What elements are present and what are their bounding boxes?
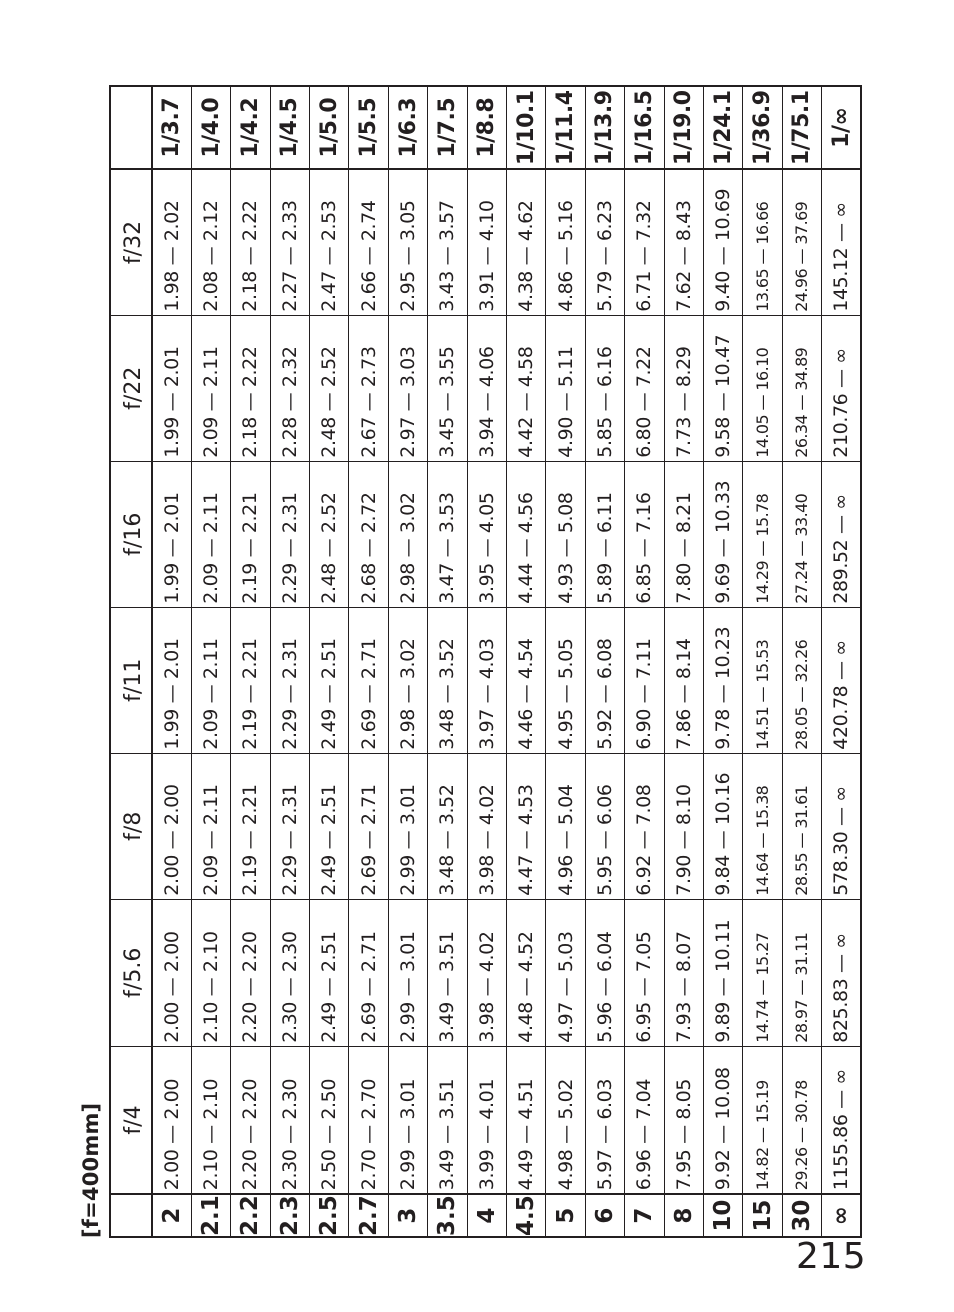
table-cell: 3.48 — 3.52 [428,607,467,753]
table-body [110,86,861,1237]
table-cell: 2.09 — 2.11 [191,315,230,461]
table-cell: 2.09 — 2.11 [191,461,230,607]
table-cell: 2.00 — 2.00 [152,899,191,1046]
table-cell: 2.19 — 2.21 [231,607,270,753]
table-cell: 5.85 — 6.16 [585,315,624,461]
table-cell: 3.98 — 4.02 [467,899,506,1046]
table-cell: 7.73 — 8.29 [664,315,703,461]
table-cell: 4.95 — 5.05 [546,607,585,753]
table-cell: 4.42 — 4.58 [507,315,546,461]
table-cell: 5.89 — 6.11 [585,461,624,607]
row-distance: 2.1 [191,1194,230,1237]
column-header: f/22 [110,315,152,461]
table-cell: 28.97 — 31.11 [782,899,821,1046]
table-cell: 2.00 — 2.00 [152,1046,191,1194]
table-cell: 3.99 — 4.01 [467,1046,506,1194]
page-number: 215 [796,1236,867,1277]
table-row [822,86,861,1237]
table-cell: 289.52 — ∞ [822,461,861,607]
table-cell: 26.34 — 34.89 [782,315,821,461]
row-distance: 15 [743,1194,782,1237]
table-cell: 7.80 — 8.21 [664,461,703,607]
row-distance: 2 [152,1194,191,1237]
table-cell: 2.20 — 2.20 [231,899,270,1046]
column-header: f/8 [110,753,152,899]
table-cell: 5.92 — 6.08 [585,607,624,753]
table-cell: 13.65 — 16.66 [743,169,782,315]
table-cell: 4.46 — 4.54 [507,607,546,753]
row-distance: 4.5 [507,1194,546,1237]
table-row [507,86,546,1237]
table-row [310,86,349,1237]
column-header: f/32 [110,169,152,315]
table-cell: 5.97 — 6.03 [585,1046,624,1194]
table-cell: 2.28 — 2.32 [270,315,309,461]
table-cell: 2.19 — 2.21 [231,753,270,899]
table-cell: 29.26 — 30.78 [782,1046,821,1194]
table-cell: 2.50 — 2.50 [310,1046,349,1194]
table-cell: 4.86 — 5.16 [546,169,585,315]
table-cell: 2.66 — 2.74 [349,169,388,315]
rotated-page-content [79,78,864,1238]
table-cell: 2.47 — 2.53 [310,169,349,315]
table-cell: 3.47 — 3.53 [428,461,467,607]
table-cell: 2.99 — 3.01 [388,899,427,1046]
table-row [703,86,742,1237]
table-cell: 14.82 — 15.19 [743,1046,782,1194]
table-cell: 14.51 — 15.53 [743,607,782,753]
table-cell: 2.48 — 2.52 [310,315,349,461]
table-cell: 2.69 — 2.71 [349,753,388,899]
table-cell: 4.48 — 4.52 [507,899,546,1046]
row-distance: ∞ [822,1194,861,1237]
table-cell: 2.10 — 2.10 [191,1046,230,1194]
table-row [625,86,664,1237]
table-cell: 2.09 — 2.11 [191,607,230,753]
table-row [191,86,230,1237]
table-cell: 3.95 — 4.05 [467,461,506,607]
table-cell: 2.68 — 2.72 [349,461,388,607]
table-cell: 3.91 — 4.10 [467,169,506,315]
row-distance: 3 [388,1194,427,1237]
row-distance: 7 [625,1194,664,1237]
table-cell: 2.29 — 2.31 [270,461,309,607]
table-cell: 1.99 — 2.01 [152,461,191,607]
row-distance: 4 [467,1194,506,1237]
table-cell: 9.69 — 10.33 [703,461,742,607]
table-cell: 27.24 — 33.40 [782,461,821,607]
reproduction-ratio: 1/19.0 [664,86,703,169]
table-cell: 5.96 — 6.04 [585,899,624,1046]
table-cell: 9.58 — 10.47 [703,315,742,461]
table-cell: 2.00 — 2.00 [152,753,191,899]
table-cell: 2.30 — 2.30 [270,899,309,1046]
table-cell: 1.99 — 2.01 [152,315,191,461]
table-cell: 2.09 — 2.11 [191,753,230,899]
table-cell: 145.12 — ∞ [822,169,861,315]
table-cell: 3.94 — 4.06 [467,315,506,461]
table-cell: 2.27 — 2.33 [270,169,309,315]
table-row [349,86,388,1237]
table-cell: 2.98 — 3.02 [388,607,427,753]
table-cell: 2.29 — 2.31 [270,753,309,899]
table-cell: 2.29 — 2.31 [270,607,309,753]
column-header: f/11 [110,607,152,753]
reproduction-ratio: 1/5.5 [349,86,388,169]
table-cell: 2.97 — 3.03 [388,315,427,461]
zoom-column-header [110,86,152,169]
table-cell: 4.44 — 4.56 [507,461,546,607]
row-distance: 6 [585,1194,624,1237]
table-cell: 2.99 — 3.01 [388,753,427,899]
table-cell: 3.49 — 3.51 [428,899,467,1046]
depth-of-field-table [109,85,862,1238]
reproduction-ratio: 1/7.5 [428,86,467,169]
table-cell: 2.49 — 2.51 [310,607,349,753]
table-cell: 9.84 — 10.16 [703,753,742,899]
reproduction-ratio: 1/5.0 [310,86,349,169]
table-cell: 6.96 — 7.04 [625,1046,664,1194]
reproduction-ratio: 1/75.1 [782,86,821,169]
table-cell: 6.71 — 7.32 [625,169,664,315]
row-distance: 2.3 [270,1194,309,1237]
table-cell: 5.79 — 6.23 [585,169,624,315]
table-cell: 2.30 — 2.30 [270,1046,309,1194]
table-cell: 3.98 — 4.02 [467,753,506,899]
table-cell: 2.99 — 3.01 [388,1046,427,1194]
table-cell: 210.76 — ∞ [822,315,861,461]
row-distance: 10 [703,1194,742,1237]
table-row [546,86,585,1237]
table-cell: 7.90 — 8.10 [664,753,703,899]
table-cell: 28.55 — 31.61 [782,753,821,899]
row-distance: 3.5 [428,1194,467,1237]
table-row [467,86,506,1237]
table-cell: 3.43 — 3.57 [428,169,467,315]
table-cell: 1155.86 — ∞ [822,1046,861,1194]
table-row [585,86,624,1237]
table-cell: 28.05 — 32.26 [782,607,821,753]
table-cell: 14.64 — 15.38 [743,753,782,899]
table-row [782,86,821,1237]
reproduction-ratio: 1/4.0 [191,86,230,169]
table-cell: 420.78 — ∞ [822,607,861,753]
table-row [231,86,270,1237]
table-cell: 1.99 — 2.01 [152,607,191,753]
table-cell: 825.83 — ∞ [822,899,861,1046]
row-distance: 2.2 [231,1194,270,1237]
table-cell: 6.85 — 7.16 [625,461,664,607]
table-cell: 2.08 — 2.12 [191,169,230,315]
table-cell: 5.95 — 6.06 [585,753,624,899]
table-cell: 2.49 — 2.51 [310,899,349,1046]
reproduction-ratio: 1/3.7 [152,86,191,169]
table-cell: 7.95 — 8.05 [664,1046,703,1194]
column-header: f/5.6 [110,899,152,1046]
reproduction-ratio: 1/24.1 [703,86,742,169]
table-cell: 4.97 — 5.03 [546,899,585,1046]
reproduction-ratio: 1/10.1 [507,86,546,169]
table-row [270,86,309,1237]
column-header: f/4 [110,1046,152,1194]
table-cell: 6.80 — 7.22 [625,315,664,461]
table-cell: 4.93 — 5.08 [546,461,585,607]
table-cell: 578.30 — ∞ [822,753,861,899]
table-cell: 2.98 — 3.02 [388,461,427,607]
table-cell: 14.29 — 15.78 [743,461,782,607]
reproduction-ratio: 1/4.5 [270,86,309,169]
table-cell: 2.69 — 2.71 [349,899,388,1046]
reproduction-ratio: 1/∞ [822,86,861,169]
table-cell: 4.49 — 4.51 [507,1046,546,1194]
table-cell: 3.97 — 4.03 [467,607,506,753]
table-cell: 9.78 — 10.23 [703,607,742,753]
table-cell: 4.47 — 4.53 [507,753,546,899]
table-row [388,86,427,1237]
table-cell: 24.96 — 37.69 [782,169,821,315]
table-cell: 2.67 — 2.73 [349,315,388,461]
table-cell: 3.45 — 3.55 [428,315,467,461]
corner-cell [110,1194,152,1237]
table-cell: 2.70 — 2.70 [349,1046,388,1194]
table-cell: 9.40 — 10.69 [703,169,742,315]
row-distance: 2.7 [349,1194,388,1237]
table-cell: 6.95 — 7.05 [625,899,664,1046]
table-row [743,86,782,1237]
table-cell: 4.38 — 4.62 [507,169,546,315]
table-row [428,86,467,1237]
table-cell: 2.49 — 2.51 [310,753,349,899]
reproduction-ratio: 1/6.3 [388,86,427,169]
table-cell: 7.93 — 8.07 [664,899,703,1046]
table-cell: 14.05 — 16.10 [743,315,782,461]
table-cell: 9.89 — 10.11 [703,899,742,1046]
table-cell: 2.18 — 2.22 [231,315,270,461]
table-title: [f=400mm] [79,1102,103,1238]
row-distance: 2.5 [310,1194,349,1237]
table-cell: 2.69 — 2.71 [349,607,388,753]
table-row [664,86,703,1237]
table-cell: 4.90 — 5.11 [546,315,585,461]
table-cell: 2.48 — 2.52 [310,461,349,607]
table-cell: 2.19 — 2.21 [231,461,270,607]
reproduction-ratio: 1/11.4 [546,86,585,169]
header-row [110,86,152,1237]
table-cell: 4.96 — 5.04 [546,753,585,899]
table-cell: 7.86 — 8.14 [664,607,703,753]
reproduction-ratio: 1/8.8 [467,86,506,169]
reproduction-ratio: 1/13.9 [585,86,624,169]
table-row [152,86,191,1237]
table-cell: 14.74 — 15.27 [743,899,782,1046]
row-distance: 5 [546,1194,585,1237]
reproduction-ratio: 1/36.9 [743,86,782,169]
table-cell: 4.98 — 5.02 [546,1046,585,1194]
table-cell: 3.49 — 3.51 [428,1046,467,1194]
table-cell: 6.90 — 7.11 [625,607,664,753]
reproduction-ratio: 1/4.2 [231,86,270,169]
row-distance: 30 [782,1194,821,1237]
table-cell: 2.95 — 3.05 [388,169,427,315]
table-cell: 9.92 — 10.08 [703,1046,742,1194]
column-header: f/16 [110,461,152,607]
table-cell: 3.48 — 3.52 [428,753,467,899]
table-cell: 6.92 — 7.08 [625,753,664,899]
row-distance: 8 [664,1194,703,1237]
table-cell: 1.98 — 2.02 [152,169,191,315]
table-cell: 2.18 — 2.22 [231,169,270,315]
table-cell: 2.10 — 2.10 [191,899,230,1046]
table-cell: 2.20 — 2.20 [231,1046,270,1194]
reproduction-ratio: 1/16.5 [625,86,664,169]
table-cell: 7.62 — 8.43 [664,169,703,315]
